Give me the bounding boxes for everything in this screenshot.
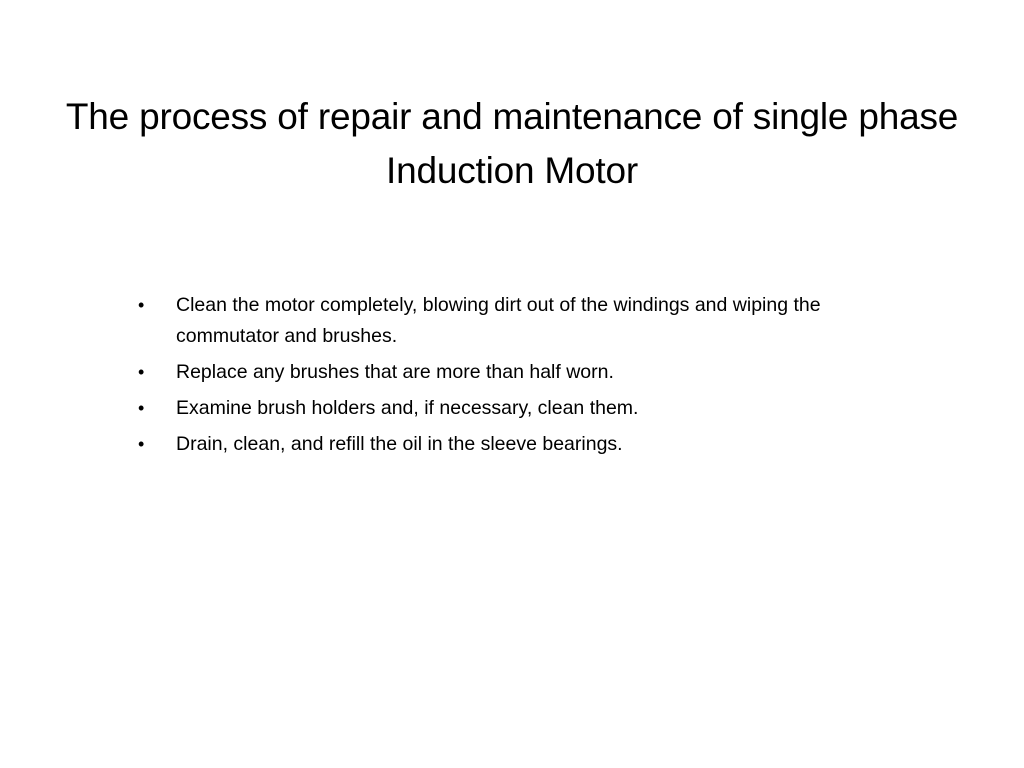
bullet-text: Drain, clean, and refill the oil in the sleeve bearings. [176,433,623,455]
list-item [138,429,838,460]
bullet-icon: • [138,295,145,315]
bullet-icon: • [138,434,145,454]
bullet-icon: • [138,362,145,382]
bullet-text: Examine brush holders and, if necessary, clean them. [176,397,639,419]
list-item [138,290,838,352]
bullet-text: Clean the motor completely, blowing dirt out of the windings and wiping the commutator and brushes. [176,294,821,347]
bullet-text: Replace any brushes that are more than half worn. [176,361,614,383]
list-item [138,393,838,424]
list-item [138,357,838,388]
bullet-list [138,290,838,465]
slide-title: The process of repair and maintenance of single phase Induction Motor [65,96,959,191]
bullet-icon: • [138,398,145,418]
